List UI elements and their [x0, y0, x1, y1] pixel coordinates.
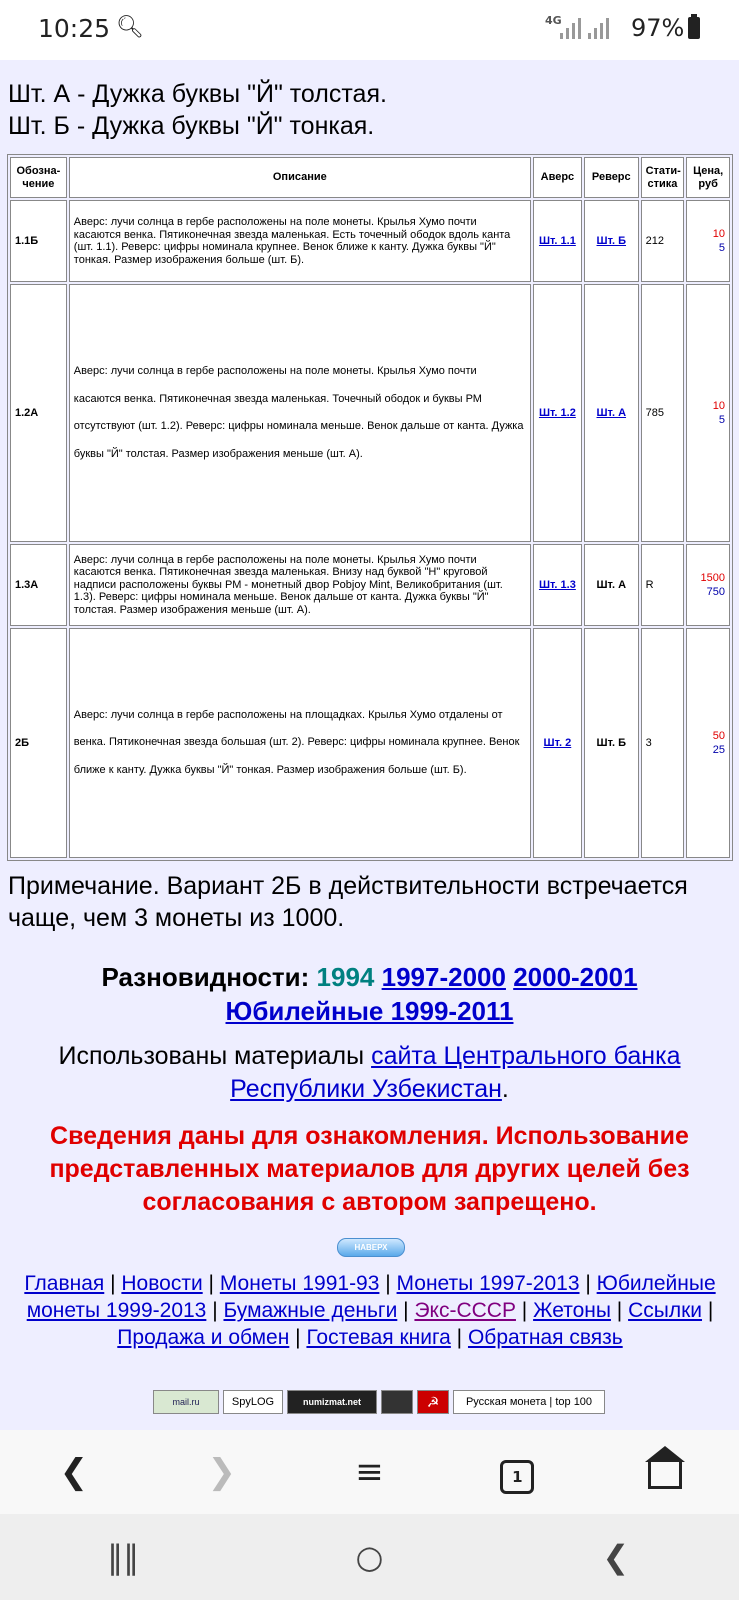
row-description: Аверс: лучи солнца в гербе расположены на поле монеты. Крылья Хумо почти касаются венка. Пятиконечная звезда маленькая. Есть точечный ободок вдоль канта (шт. 1.1). Реверс: цифры номинала крупнее. Венок ближе к канту. Дужка буквы "Й" тонкая. Размер изображения больше (шт. Б). — [69, 200, 531, 282]
footer-separator: | — [206, 1299, 224, 1322]
header-description: Описание — [69, 157, 531, 198]
coin-variants-table — [7, 154, 733, 861]
obverse-link[interactable]: Шт. 1.2 — [538, 407, 576, 419]
footer-separator: | — [104, 1272, 122, 1295]
back-icon[interactable]: ❮ — [59, 1452, 89, 1492]
system-back-icon[interactable]: ❮ — [602, 1538, 630, 1576]
price-low: 5 — [718, 242, 725, 254]
status-bar — [0, 0, 739, 60]
spylog-counter[interactable]: SpyLOG — [223, 1390, 283, 1414]
russkaya-moneta-counter[interactable]: Русская монета | top 100 — [453, 1390, 605, 1414]
row-statistics: 785 — [641, 284, 685, 542]
row-code: 1.1Б — [10, 200, 67, 282]
row-description: Аверс: лучи солнца в гербе расположены на поле монеты. Крылья Хумо почти касаются венка. Пятиконечная звезда маленькая. Точечный ободок и буквы РМ отсутствуют (шт. 1.2). Реверс: цифры номинала меньше. Венок дальше от канта. Дужка буквы "Й" толстая. Размер изображения меньше (шт. А). — [69, 284, 531, 542]
footer-link-coins-1991[interactable]: Монеты 1991-93 — [219, 1272, 380, 1295]
row-price — [686, 544, 730, 626]
row-statistics: R — [641, 544, 685, 626]
row-price — [686, 200, 730, 282]
table-row — [10, 200, 730, 282]
stamp-legend — [8, 78, 387, 142]
menu-icon[interactable]: ≡ — [355, 1452, 384, 1492]
mailru-counter[interactable]: mail.ru — [153, 1390, 219, 1414]
central-bank-link[interactable]: сайта Центрального банка Республики Узбекистан — [230, 1042, 681, 1103]
home-circle-icon[interactable]: ○ — [355, 1538, 384, 1576]
stats-counter[interactable] — [381, 1390, 413, 1414]
network-type: 4G — [545, 14, 562, 27]
footer-separator: | — [397, 1299, 415, 1322]
header-price: Цена, руб — [686, 157, 730, 198]
reverse-stamp: Шт. А — [584, 544, 639, 626]
row-description: Аверс: лучи солнца в гербе расположены на площадках. Крылья Хумо отдалены от венка. Пятиконечная звезда большая (шт. 2). Реверс: цифры номинала крупнее. Венок ближе к канту. Дужка буквы "Й" тонкая. Размер изображения больше (шт. Б). — [69, 628, 531, 858]
hammer-sickle-icon[interactable]: ☭ — [417, 1390, 449, 1414]
footer-link-coins-1997[interactable]: Монеты 1997-2013 — [396, 1272, 580, 1295]
row-code: 1.3А — [10, 544, 67, 626]
price-high: 50 — [712, 730, 725, 742]
row-price — [686, 284, 730, 542]
row-statistics: 212 — [641, 200, 685, 282]
materials-prefix: Использованы материалы — [58, 1042, 372, 1070]
variety-link-2000-2001[interactable]: 2000-2001 — [513, 962, 638, 992]
varieties-block — [0, 960, 739, 1028]
copyright-warning: Сведения даны для ознакомления. Использование представленных материалов для других целей без согласования с автором запрещено. — [49, 1122, 690, 1216]
battery-level: 97% — [631, 14, 685, 42]
search-icon: 🔍︎ — [116, 15, 144, 40]
price-low: 750 — [706, 586, 725, 598]
table-row — [10, 628, 730, 858]
reverse-stamp: Шт. Б — [584, 628, 639, 858]
header-obverse: Аверс — [533, 157, 582, 198]
header-reverse: Реверс — [584, 157, 639, 198]
system-navigation — [0, 1514, 739, 1600]
footer-separator: | — [515, 1299, 534, 1322]
row-statistics: 3 — [641, 628, 685, 858]
status-time: 10:25 — [38, 14, 111, 43]
footer-link-feedback[interactable]: Обратная связь — [467, 1326, 623, 1349]
footer-navigation — [10, 1270, 730, 1351]
footer-separator: | — [202, 1272, 220, 1295]
price-low: 25 — [712, 744, 725, 756]
legend-line-b: Шт. Б - Дужка буквы "Й" тонкая. — [8, 112, 375, 140]
price-high: 10 — [712, 400, 725, 412]
numizmat-counter[interactable]: numizmat.net — [287, 1390, 377, 1414]
signal-icon — [560, 18, 581, 39]
row-code: 2Б — [10, 628, 67, 858]
page-content — [0, 60, 739, 1430]
table-header-row — [10, 157, 730, 198]
tabs-count: 1 — [500, 1460, 534, 1494]
recent-apps-icon[interactable]: ‖‖ — [107, 1538, 140, 1576]
header-code: Обозна- чение — [10, 157, 67, 198]
signal-icon-2 — [588, 18, 609, 39]
home-button[interactable] — [635, 1452, 695, 1492]
table-row — [10, 544, 730, 626]
back-to-top-button[interactable]: НАВЕРХ — [337, 1238, 405, 1257]
price-low: 5 — [718, 414, 725, 426]
footer-link-tokens[interactable]: Жетоны — [533, 1299, 611, 1322]
obverse-link[interactable]: Шт. 1.3 — [538, 579, 576, 591]
note-text: Примечание. Вариант 2Б в действительности встречается чаще, чем 3 монеты из 1000. — [8, 872, 688, 932]
battery-icon — [688, 17, 700, 39]
footer-link-home[interactable]: Главная — [24, 1272, 105, 1295]
row-price — [686, 628, 730, 858]
footer-link-jubilee[interactable]: Юбилейные монеты 1999-2013 — [26, 1272, 716, 1322]
price-high: 1500 — [700, 572, 725, 584]
footer-separator: | — [379, 1272, 397, 1295]
variety-current: 1994 — [316, 962, 375, 992]
header-statistics: Стати- стика — [641, 157, 685, 198]
obverse-link[interactable]: Шт. 1.1 — [538, 235, 576, 247]
footer-separator: | — [610, 1299, 629, 1322]
legend-line-a: Шт. А - Дужка буквы "Й" толстая. — [8, 80, 387, 108]
counter-badges — [153, 1390, 605, 1414]
variety-link-jubilee[interactable]: Юбилейные 1999-2011 — [225, 996, 514, 1026]
browser-toolbar — [0, 1430, 739, 1514]
footer-separator: | — [289, 1326, 307, 1349]
row-description: Аверс: лучи солнца в гербе расположены на поле монеты. Крылья Хумо почти касаются венка. Пятиконечная звезда маленькая. Внизу над буквой "Н" круговой надписи расположены буквы РМ - монетный двор Pobjoy Mint, Великобритания (шт. 1.3). Реверс: цифры номинала меньше. Венок дальше от канта. Дужка буквы "Й" толстая. Размер изображения меньше (шт. А). — [69, 544, 531, 626]
materials-credit — [0, 1040, 739, 1106]
forward-icon[interactable]: ❯ — [207, 1452, 236, 1492]
table-row — [10, 284, 730, 542]
price-high: 10 — [712, 228, 725, 240]
footer-link-banknotes[interactable]: Бумажные деньги — [223, 1299, 398, 1322]
footer-separator: | — [702, 1299, 714, 1322]
home-icon — [648, 1462, 682, 1489]
footer-separator: | — [450, 1326, 468, 1349]
reverse-link[interactable]: Шт. Б — [596, 235, 627, 247]
footer-link-guestbook[interactable]: Гостевая книга — [306, 1326, 451, 1349]
tabs-button[interactable] — [487, 1451, 547, 1494]
footer-link-links[interactable]: Ссылки — [628, 1299, 703, 1322]
materials-suffix: . — [501, 1075, 509, 1103]
obverse-link[interactable]: Шт. 2 — [543, 737, 572, 749]
variety-link-1997-2000[interactable]: 1997-2000 — [381, 962, 506, 992]
reverse-link[interactable]: Шт. А — [596, 407, 627, 419]
footer-link-news[interactable]: Новости — [121, 1272, 203, 1295]
row-code: 1.2А — [10, 284, 67, 542]
footer-link-trade[interactable]: Продажа и обмен — [117, 1326, 290, 1349]
footer-link-ex-ussr[interactable]: Экс-СССР — [414, 1299, 516, 1322]
footer-separator: | — [579, 1272, 597, 1295]
varieties-label: Разновидности: — [101, 962, 310, 992]
